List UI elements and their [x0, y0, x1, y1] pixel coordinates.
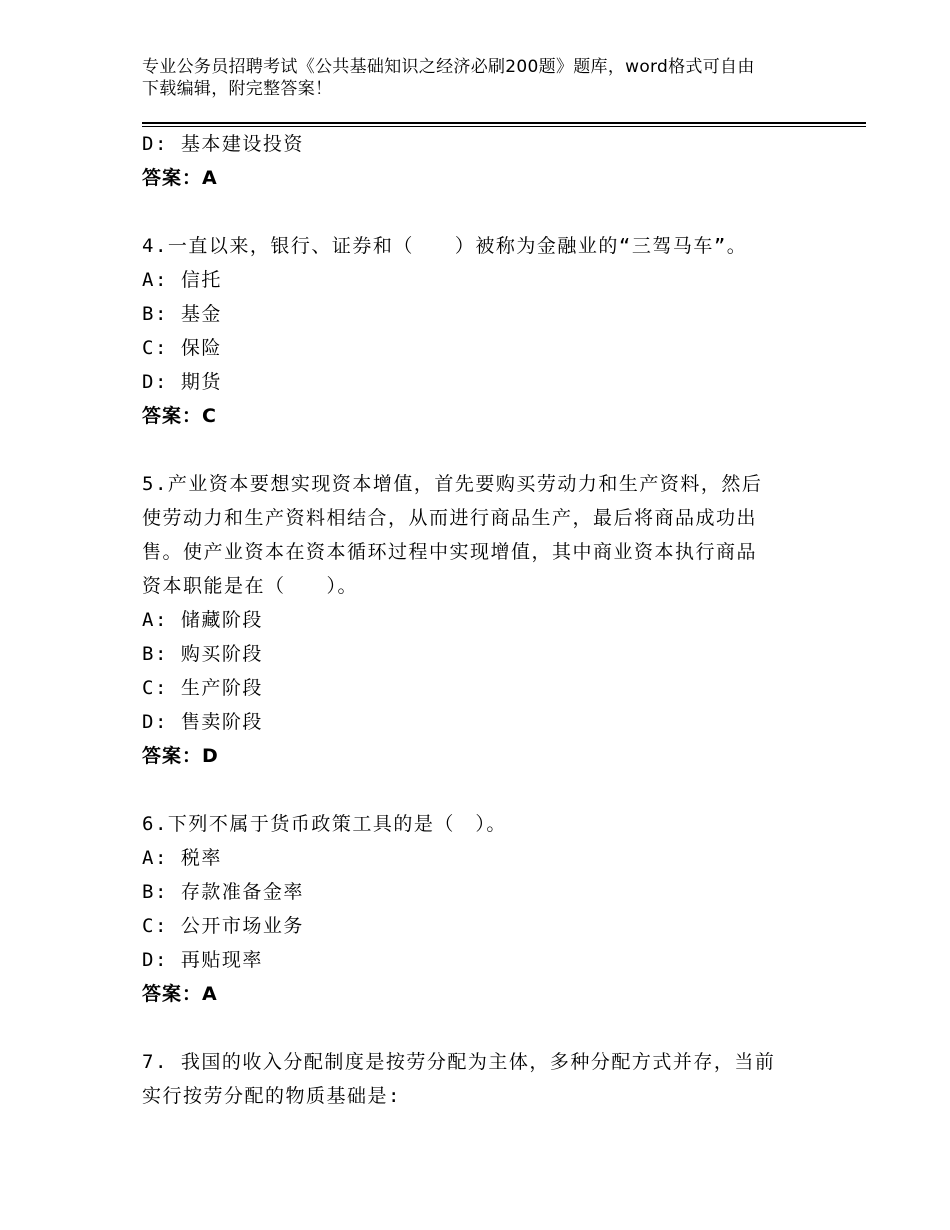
question-6 — [142, 807, 822, 1011]
question-stem-line: 6.下列不属于货币政策工具的是（ ）。 — [142, 813, 507, 835]
option-c: C: 公开市场业务 — [142, 915, 304, 937]
page-header — [142, 56, 822, 100]
answer: 答案：C — [142, 405, 217, 427]
spacer — [142, 773, 822, 807]
option-c: C: 保险 — [142, 337, 222, 359]
question-7 — [142, 1045, 822, 1113]
spacer — [142, 433, 822, 467]
header-rule-thick — [142, 122, 866, 124]
option-a: A: 储藏阶段 — [142, 609, 263, 631]
option-b: B: 购买阶段 — [142, 643, 263, 665]
question-content — [142, 127, 822, 1113]
prev-answer: 答案：A — [142, 167, 218, 189]
question-4 — [142, 229, 822, 433]
spacer — [142, 1011, 822, 1045]
option-d: D: 再贴现率 — [142, 949, 263, 971]
answer: 答案：D — [142, 745, 219, 767]
header-line-2: 下载编辑，附完整答案！ — [142, 79, 333, 99]
prev-option-d: D: 基本建设投资 — [142, 133, 304, 155]
question-stem-line: 售。使产业资本在资本循环过程中实现增值，其中商业资本执行商品 — [142, 541, 758, 563]
answer: 答案：A — [142, 983, 218, 1005]
option-d: D: 售卖阶段 — [142, 711, 263, 733]
question-stem-line: 5.产业资本要想实现资本增值，首先要购买劳动力和生产资料，然后 — [142, 473, 763, 495]
option-a: A: 税率 — [142, 847, 222, 869]
option-a: A: 信托 — [142, 269, 222, 291]
option-c: C: 生产阶段 — [142, 677, 263, 699]
spacer — [142, 195, 822, 229]
header-line-1: 专业公务员招聘考试《公共基础知识之经济必刷200题》题库，word格式可自由 — [142, 57, 755, 77]
option-b: B: 基金 — [142, 303, 222, 325]
question-stem-line: 使劳动力和生产资料相结合，从而进行商品生产，最后将商品成功出 — [142, 507, 758, 529]
option-d: D: 期货 — [142, 371, 222, 393]
question-5 — [142, 467, 822, 773]
question-stem-line: 实行按劳分配的物质基础是: — [142, 1085, 401, 1107]
question-stem-line: 资本职能是在（ ）。 — [142, 575, 359, 597]
option-b: B: 存款准备金率 — [142, 881, 304, 903]
question-stem-line: 7. 我国的收入分配制度是按劳分配为主体，多种分配方式并存，当前 — [142, 1051, 776, 1073]
question-stem-line: 4.一直以来，银行、证券和（ ）被称为金融业的“三驾马车”。 — [142, 235, 748, 257]
